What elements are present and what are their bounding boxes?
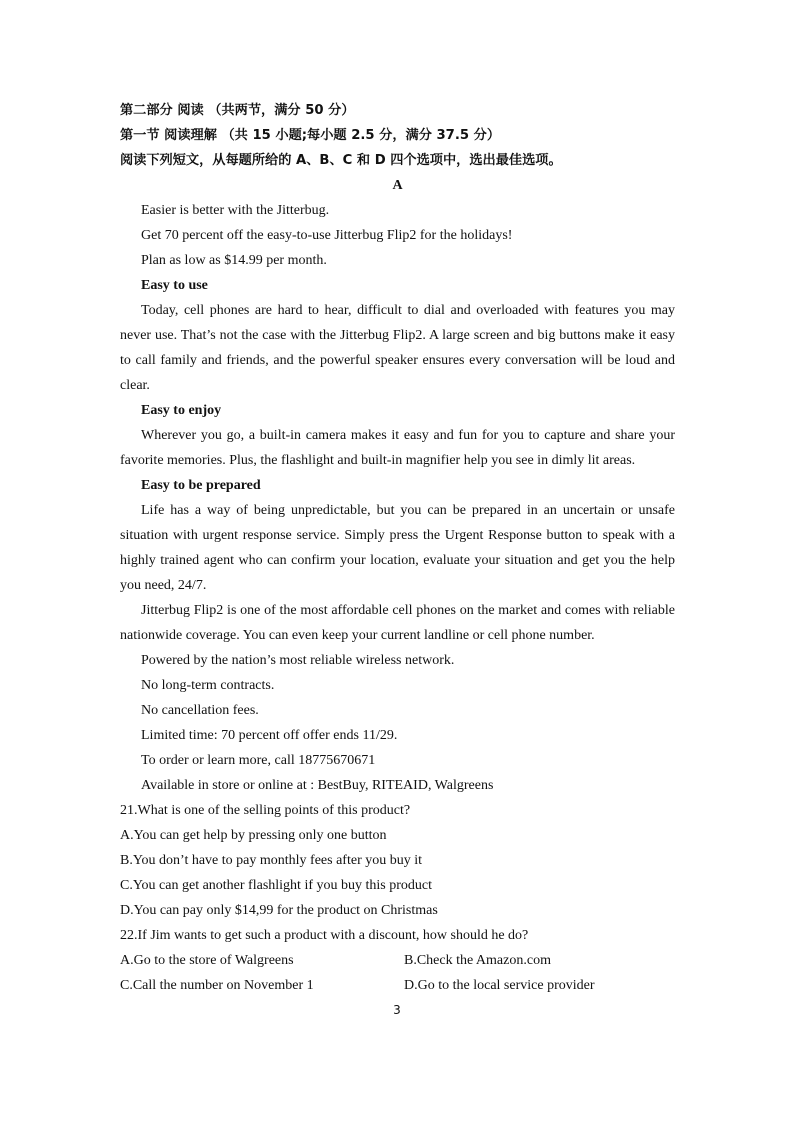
- question-22-option: D.Go to the local service provider: [404, 978, 595, 993]
- feature-line: Powered by the nation’s most reliable wireless network.: [141, 653, 455, 668]
- question-22-options-row: [120, 948, 675, 973]
- section-body: Wherever you go, a built-in camera makes it easy and fun for you to capture and share your favorite memories. Plus, the flashlight and built-in magnifier help you see in dimly lit areas.: [120, 428, 675, 468]
- question-22-option: C.Call the number on November 1: [120, 978, 314, 993]
- section-body: Life has a way of being unpredictable, but you can be prepared in an uncertain or unsafe situation with urgent response service. Simply press the Urgent Response button to speak with a highly trained agent who can confirm your location, evaluate your situation and get you the help you need, 24/7.: [120, 503, 675, 593]
- question-22-option: A.Go to the store of Walgreens: [120, 953, 294, 968]
- page-number: 3: [393, 1003, 401, 1017]
- section-heading: Easy to enjoy: [141, 403, 222, 418]
- intro-line: Get 70 percent off the easy-to-use Jitterbug Flip2 for the holidays!: [141, 228, 513, 243]
- feature-line: Limited time: 70 percent off offer ends 11/29.: [141, 728, 398, 743]
- feature-line: Available in store or online at : BestBuy, RITEAID, Walgreens: [141, 778, 494, 793]
- question-21-option: D.You can pay only $14,99 for the product on Christmas: [120, 903, 438, 918]
- exam-page: [120, 98, 675, 998]
- intro-line: Plan as low as $14.99 per month.: [141, 253, 327, 268]
- question-21-option: B.You don’t have to pay monthly fees after you buy it: [120, 853, 423, 868]
- question-21-option: C.You can get another flashlight if you buy this product: [120, 878, 432, 893]
- section-heading: Easy to use: [141, 278, 208, 293]
- question-22-stem: 22.If Jim wants to get such a product with a discount, how should he do?: [120, 928, 529, 943]
- instruction: 阅读下列短文，从每题所给的 A、B、C 和 D 四个选项中，选出最佳选项。: [120, 153, 562, 168]
- intro-line: Easier is better with the Jitterbug.: [141, 203, 330, 218]
- feature-line: No long-term contracts.: [141, 678, 275, 693]
- section-heading: Easy to be prepared: [141, 478, 261, 493]
- question-22-options-row: [120, 973, 675, 998]
- feature-line: To order or learn more, call 18775670671: [141, 753, 376, 768]
- part-header: 第二部分 阅读 （共两节，满分 50 分）: [120, 103, 355, 118]
- section-header: 第一节 阅读理解 （共 15 小题;每小题 2.5 分，满分 37.5 分）: [120, 128, 501, 143]
- question-21-option: A.You can get help by pressing only one button: [120, 828, 387, 843]
- closing-paragraph: Jitterbug Flip2 is one of the most affordable cell phones on the market and comes with reliable nationwide coverage. You can even keep your current landline or cell phone number.: [120, 603, 675, 643]
- feature-line: No cancellation fees.: [141, 703, 259, 718]
- question-22-option: B.Check the Amazon.com: [404, 953, 551, 968]
- question-21-stem: 21.What is one of the selling points of this product?: [120, 803, 411, 818]
- passage-label: A: [392, 178, 403, 193]
- section-body: Today, cell phones are hard to hear, difficult to dial and overloaded with features you may never use. That’s not the case with the Jitterbug Flip2. A large screen and big buttons make it easy to call family and friends, and the powerful speaker ensures every conversation will be loud and clear.: [120, 303, 675, 393]
